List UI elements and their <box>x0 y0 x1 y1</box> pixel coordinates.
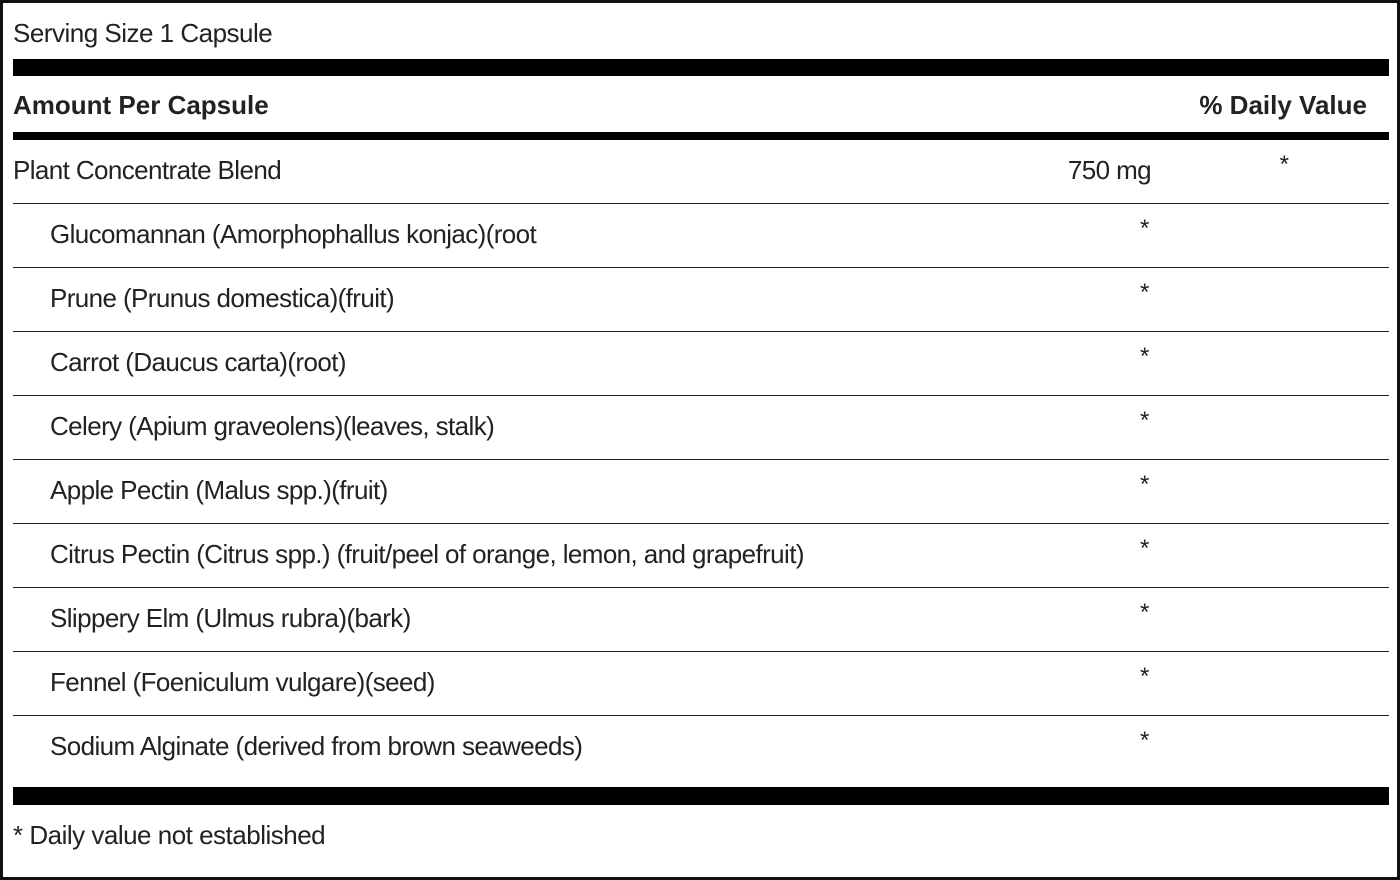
ingredient-amount: * <box>1140 471 1150 498</box>
table-row <box>13 524 1389 588</box>
ingredient-name: Apple Pectin (Malus spp.)(fruit) <box>50 475 388 505</box>
blend-daily-value: * <box>1279 151 1289 178</box>
daily-value-heading: % Daily Value <box>1199 90 1367 120</box>
ingredient-name: Slippery Elm (Ulmus rubra)(bark) <box>50 603 411 633</box>
ingredient-name: Prune (Prunus domestica)(fruit) <box>50 283 395 313</box>
ingredient-name: Glucomannan (Amorphophallus konjac)(root <box>50 219 537 249</box>
table-row <box>13 268 1389 332</box>
table-row <box>13 396 1389 460</box>
table-row <box>13 588 1389 652</box>
table-row <box>13 652 1389 716</box>
ingredient-amount: * <box>1140 535 1150 562</box>
ingredient-amount: * <box>1140 215 1150 242</box>
ingredient-amount: * <box>1140 599 1150 626</box>
ingredient-table <box>13 140 1389 772</box>
ingredient-name: Fennel (Foeniculum vulgare)(seed) <box>50 667 435 697</box>
blend-row <box>13 140 1389 204</box>
amount-per-capsule-heading: Amount Per Capsule <box>13 90 269 120</box>
footnote: * Daily value not established <box>13 820 326 850</box>
thick-divider-top <box>13 59 1389 76</box>
ingredient-name: Celery (Apium graveolens)(leaves, stalk) <box>50 411 495 441</box>
ingredient-name: Carrot (Daucus carta)(root) <box>50 347 346 377</box>
serving-size: Serving Size 1 Capsule <box>13 18 273 48</box>
ingredient-amount: * <box>1140 279 1150 306</box>
table-row <box>13 204 1389 268</box>
ingredient-amount: * <box>1140 407 1150 434</box>
ingredient-amount: * <box>1140 343 1150 370</box>
blend-name: Plant Concentrate Blend <box>13 155 282 185</box>
ingredient-name: Sodium Alginate (derived from brown seaweeds) <box>50 731 583 761</box>
ingredient-name: Citrus Pectin (Citrus spp.) (fruit/peel of orange, lemon, and grapefruit) <box>50 539 804 569</box>
thick-divider-bottom <box>13 787 1389 805</box>
ingredient-amount: * <box>1140 663 1150 690</box>
table-row <box>13 460 1389 524</box>
table-row <box>13 332 1389 396</box>
table-row <box>13 716 1389 772</box>
blend-amount: 750 mg <box>1067 155 1151 185</box>
table-header <box>13 87 1389 123</box>
medium-divider <box>13 132 1389 140</box>
ingredient-amount: * <box>1140 727 1150 754</box>
